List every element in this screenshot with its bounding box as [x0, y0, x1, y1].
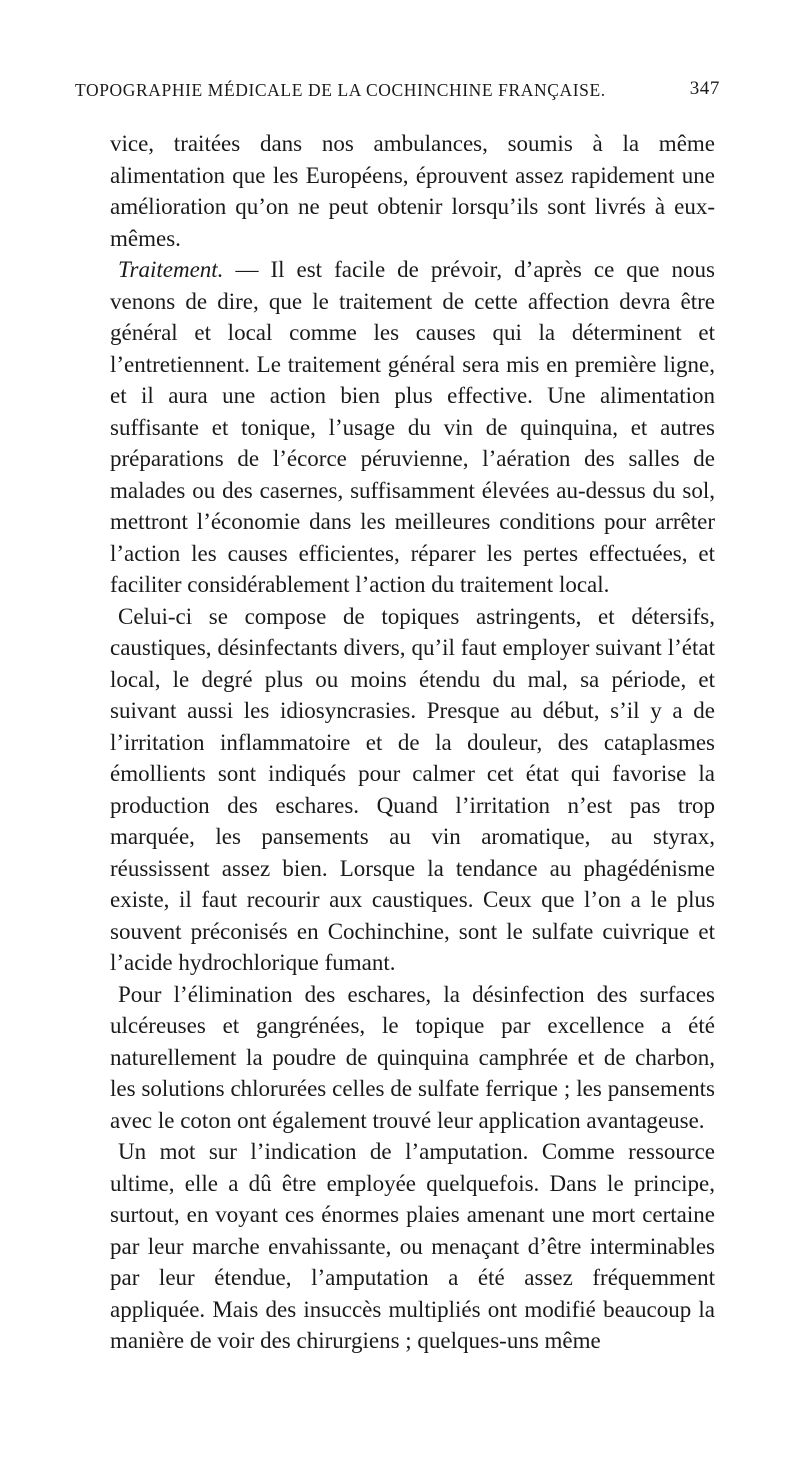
page-number: 347 [689, 78, 720, 99]
paragraph-text: vice, traitées dans nos ambulances, soumis à la même alimentation que les Européens, éprouvent assez rapidement une amélioration qu’on ne peut obtenir lorsqu’ils sont livrés à eux-mêmes. [110, 131, 715, 251]
body-text [110, 128, 715, 1357]
running-header [75, 78, 720, 108]
paragraph-text: Celui-ci se compose de topiques astringents, et détersifs, caustiques, désinfectants divers, qu’il faut employer suivant l’état local, le degré plus ou moins étendu du mal, sa période, et suivant aussi les idiosyncrasies. Presque au début, s’il y a de l’irritation inflammatoire et de la douleur, des cataplasmes émollients sont indiqués pour calmer cet état qui favorise la production des eschares. Quand l’irritation n’est pas trop marquée, les pansements au vin aromatique, au styrax, réussissent assez bien. Lorsque la tendance au phagédénisme existe, il faut recourir aux caustiques. Ceux que l’on a le plus souvent préconisés en Cochinchine, sont le sulfate cuivrique et l’acide hydrochlorique fumant. [110, 603, 715, 975]
paragraph [110, 128, 715, 254]
paragraph-text: Un mot sur l’indication de l’amputation. Comme ressource ultime, elle a dû être employée quelquefois. Dans le principe, surtout, en voyant ces énormes plaies amenant une mort certaine par leur marche envahissante, ou menaçant d’être interminables par leur étendue, l’amputation a été assez fréquemment appliquée. Mais des insuccès multipliés ont modifié beaucoup la manière de voir des chirurgiens ; quelques-uns même [110, 1139, 715, 1353]
paragraph [110, 254, 715, 601]
paragraph [110, 1136, 715, 1357]
section-term: Traitement. [118, 257, 224, 282]
paragraph-text: — Il est facile de prévoir, d’après ce que nous venons de dire, que le traitement de cette affection devra être général et local comme les causes qui la déterminent et l’entretiennent. Le traitement général sera mis en première ligne, et il aura une action bien plus effective. Une alimentation suffisante et tonique, l’usage du vin de quinquina, et autres préparations de l’écorce péruvienne, l’aération des salles de malades ou des casernes, suffisamment élevées au-dessus du sol, mettront l’économie dans les meilleures conditions pour arrêter l’action les causes efficientes, réparer les pertes effectuées, et faciliter considérablement l’action du traitement local. [110, 257, 715, 597]
book-page [75, 78, 720, 1357]
paragraph [110, 601, 715, 979]
paragraph [110, 979, 715, 1137]
paragraph-text: Pour l’élimination des eschares, la désinfection des surfaces ulcéreuses et gangrénées, le topique par excellence a été naturellement la poudre de quinquina camphrée et de charbon, les solutions chlorurées celles de sulfate ferrique ; les pansements avec le coton ont également trouvé leur application avantageuse. [110, 981, 715, 1133]
running-title: TOPOGRAPHIE MÉDICALE DE LA COCHINCHINE FRANÇAISE. [75, 80, 606, 100]
